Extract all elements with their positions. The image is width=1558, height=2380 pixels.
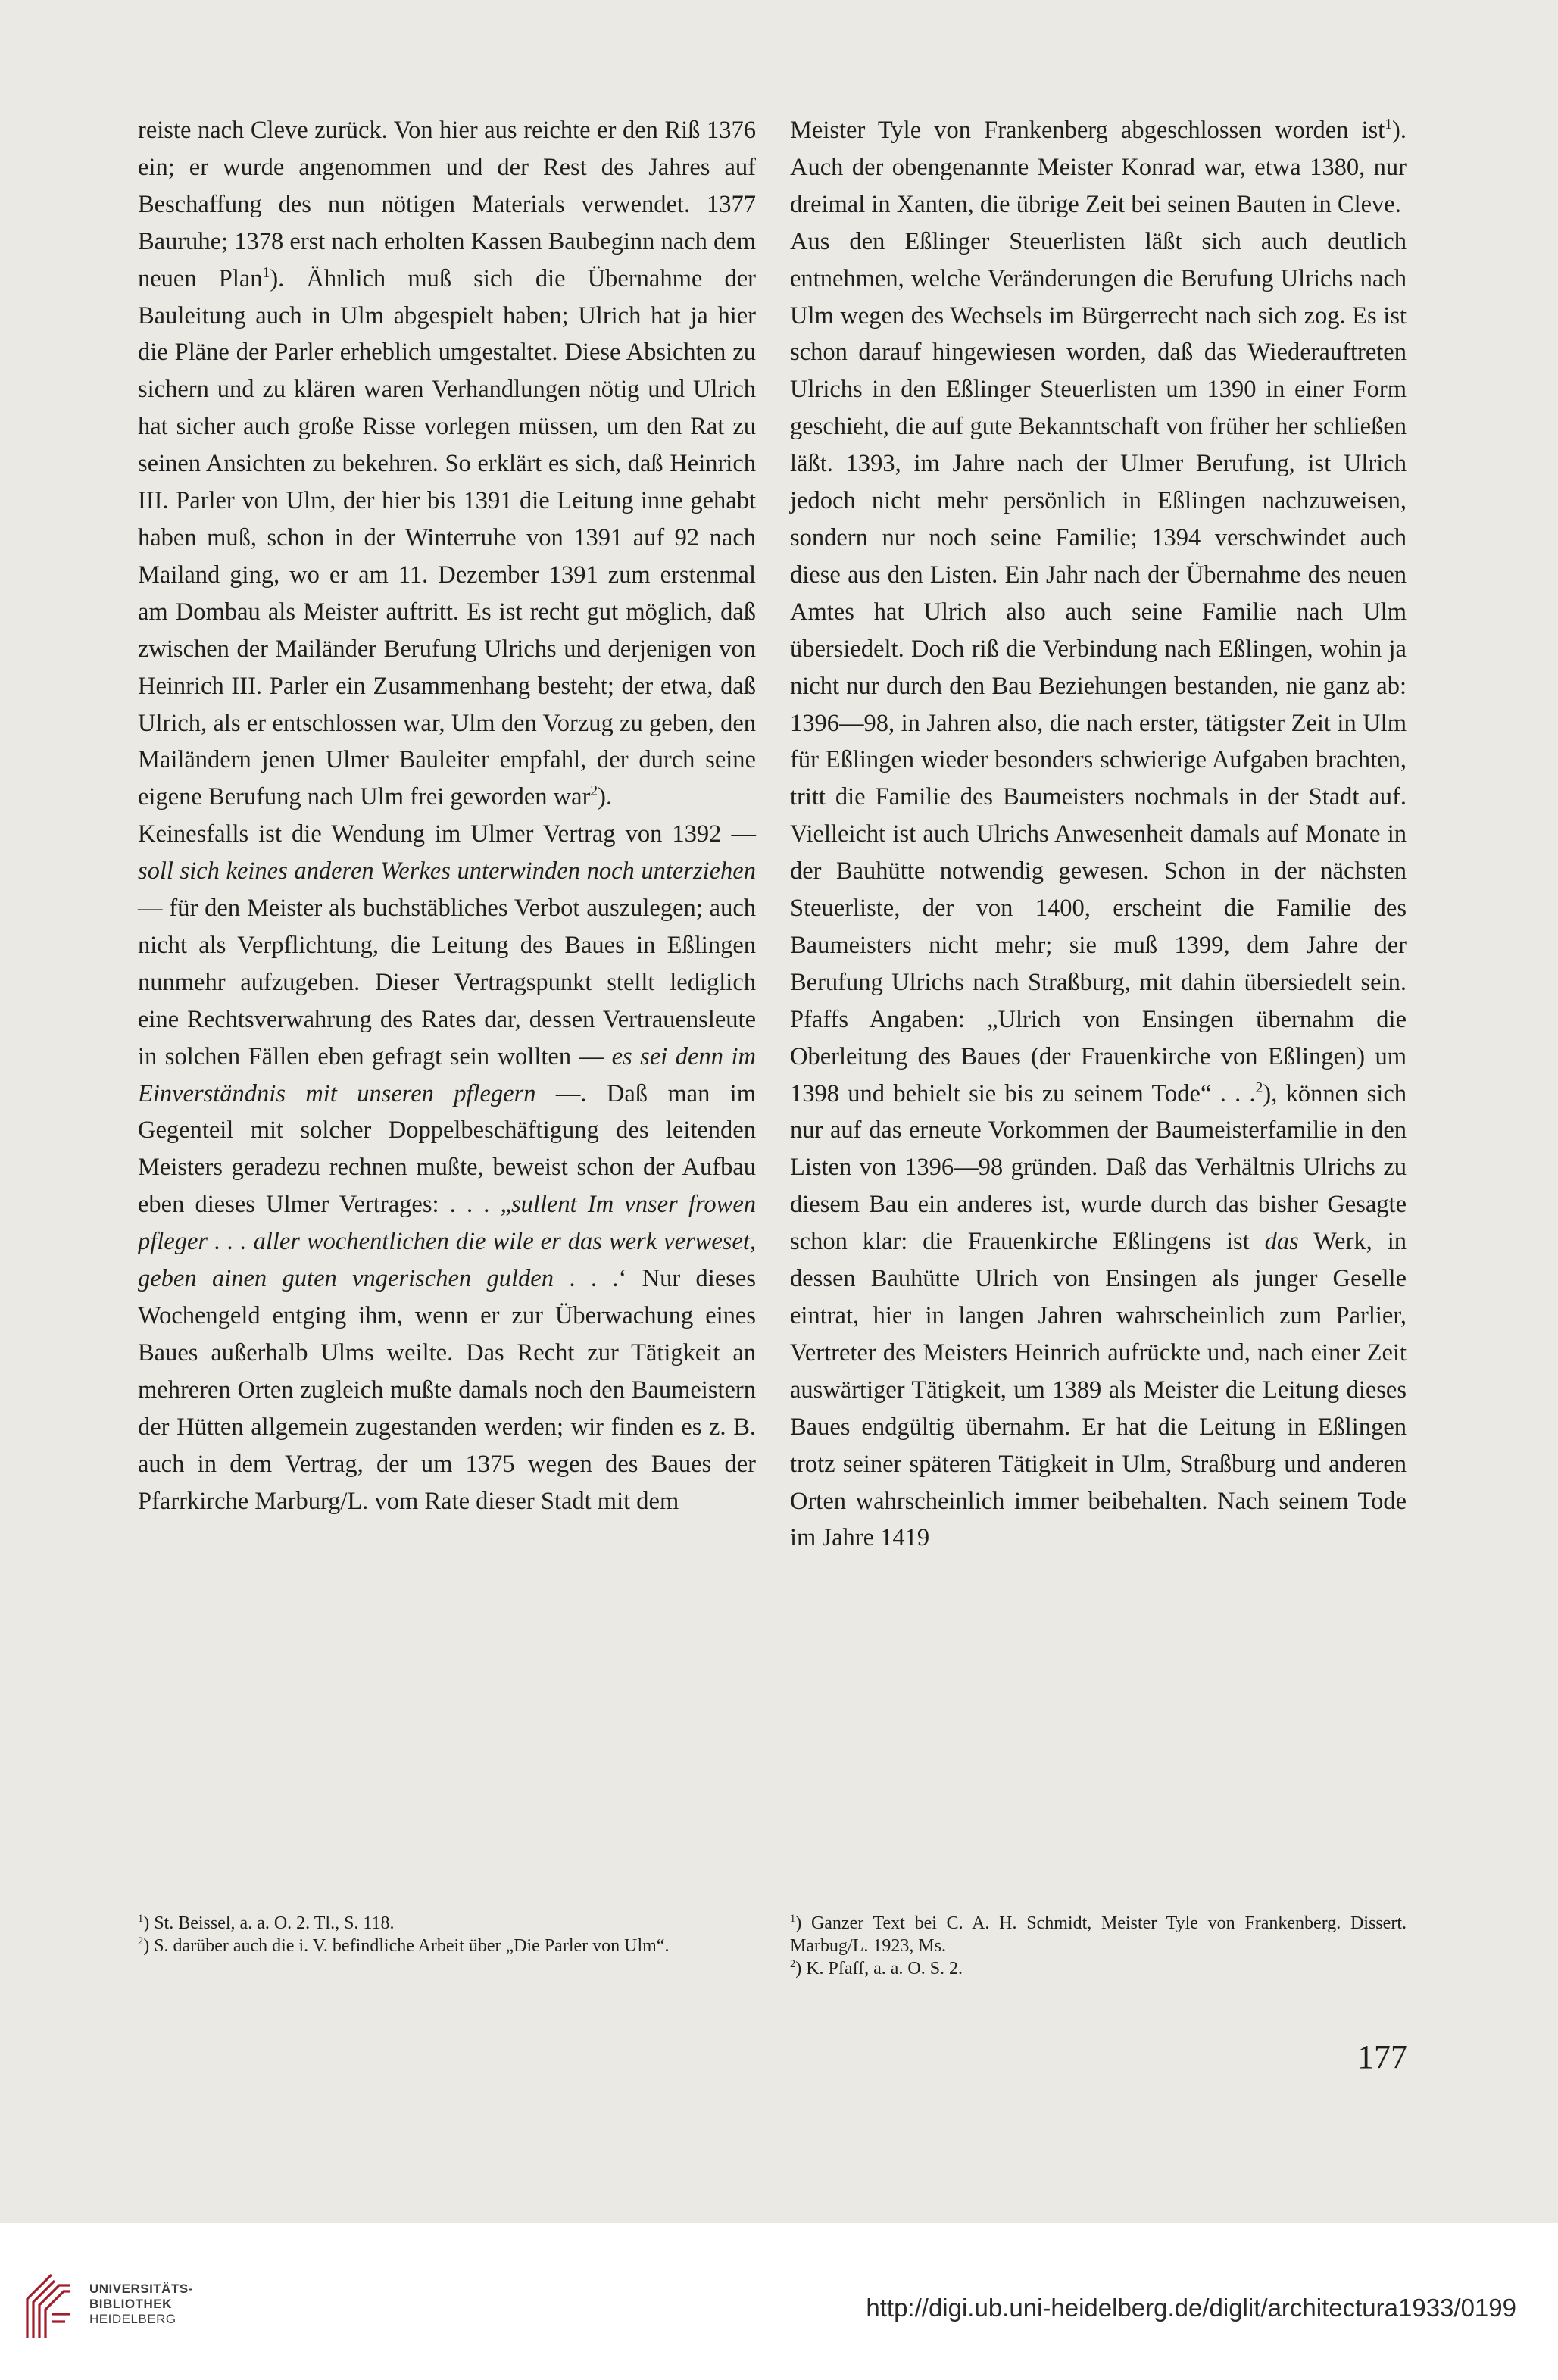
text-run: — für den Meister als buchstäbliches Verbot auszulegen; auch nicht als Verpflichtung, die Leitung des Baues in Eßlingen nunmehr aufzugeben. Dieser Vertragspunkt stellt lediglich eine Rechtsverwahrung des Rates dar, dessen Vertrauensleute in solchen Fällen eben gefragt sein wollten — (138, 895, 756, 1070)
text-run: Aus den Eßlinger Steuerlisten läßt sich auch deutlich entnehmen, welche Veränderungen die Berufung Ulrichs nach Ulm wegen des Wechsels im Bürgerrecht nach sich zog. Es ist schon darauf hingewiesen worden, daß das Wiederauftreten Ulrichs in den Eßlinger Steuerlisten um 1390 in einer Form geschieht, die auf gute Bekanntschaft von früher her schließen läßt. 1393, im Jahre nach der Ulmer Berufung, ist Ulrich jedoch nicht mehr persönlich in Eßlingen nachzuweisen, sondern nur noch seine Familie; 1394 verschwindet auch diese aus den Listen. Ein Jahr nach der Übernahme des neuen Amtes hat Ulrich also auch seine Familie nach Ulm übersiedelt. Doch riß die Verbindung nach Eßlingen, wohin ja nicht nur durch den Bau Beziehungen bestanden, nie ganz ab: 1396—98, in Jahren also, die nach erster, tätigster Zeit in Ulm für Eßlingen wieder besonders schwierige Aufgaben brachten, tritt die Familie des Baumeisters nochmals in der Stadt auf. Vielleicht ist auch Ulrichs Anwesenheit damals auf Monate in der Bauhütte notwendig gewesen. Schon in der nächsten Steuerliste, der von 1400, erscheint die Familie des Baumeisters nicht mehr; sie muß 1399, dem Jahre der Berufung Ulrichs nach Straßburg, mit dahin übersiedelt sein. Pfaffs Angaben: „Ulrich von Ensingen übernahm die Oberleitung des Baues (der Frauenkirche von Eßlingen) um 1398 und behielt sie bis zu seinem Tode“ . . . (790, 227, 1407, 1107)
footnote-text: ) Ganzer Text bei C. A. H. Schmidt, Meister Tyle von Frankenberg. Dissert. Marbug/L. 1923, Ms. (790, 1913, 1407, 1956)
footnote-mark: 1 (790, 1913, 796, 1925)
text-run: Werk, in dessen Bauhütte Ulrich von Ensingen als junger Geselle eintrat, hier in langen Jahren wahrscheinlich zum Parlier, Vertreter des Meisters Heinrich aufrückte und, nach einer Zeit auswärtiger Tätigkeit, um 1389 als Meister die Leitung dieses Baues endgültig übernahm. Er hat die Leitung in Eßlingen trotz seiner späteren Tätigkeit in Ulm, Straßburg und anderen Orten wahrscheinlich immer beibehalten. Nach seinem Tode im Jahre 1419 (790, 1228, 1407, 1552)
footnote-mark: 2 (138, 1935, 144, 1947)
right-text-column (790, 112, 1407, 1557)
footnote-text: ) S. darüber auch die i. V. befindliche Arbeit über „Die Parler von Ulm“. (143, 1936, 670, 1956)
text-run: ). Ähnlich muß sich die Übernahme der Bauleitung auch in Ulm abgespielt haben; Ulrich hat ja hier die Pläne der Parler erheblich umgestaltet. Diese Absichten zu sichern und zu klären waren Verhandlungen nötig und Ulrich hat sicher auch große Risse vorlegen müssen, um den Rat zu seinen Ansichten zu bekehren. So erklärt es sich, daß Heinrich III. Parler von Ulm, der hier bis 1391 die Leitung inne gehabt haben muß, schon in der Winterruhe von 1391 auf 92 nach Mailand ging, wo er am 11. Dezember 1391 zum erstenmal am Dombau als Meister auftritt. Es ist recht gut möglich, daß zwischen der Mailänder Berufung Ulrichs und derjenigen von Heinrich III. Parler ein Zusammenhang besteht; der etwa, daß Ulrich, als er entschlossen war, Ulm den Vorzug zu geben, den Mailändern jenen Ulmer Bauleiter empfahl, der durch seine eigene Berufung nach Ulm frei geworden war (138, 264, 756, 811)
italic-quote: sullent Im vnser frowen pfleger . . . aller wochentlichen die wile er das werk verweset, geben ainen guten vngerischen gulden (138, 1191, 756, 1293)
source-url-link[interactable]: http://digi.ub.uni-heidelberg.de/diglit/architectura1933/0199 (866, 2294, 1516, 2322)
left-paragraph-1 (138, 112, 756, 816)
text-run: ), können sich nur auf das erneute Vorkommen der Baumeisterfamilie in den Listen von 1396—98 gründen. Daß das Verhältnis Ulrichs zu diesem Bau ein anderes ist, wurde durch das bisher Gesagte schon klar: die Frauenkirche Eßlingens ist (790, 1079, 1407, 1256)
text-run: Meister Tyle von Frankenberg abgeschlossen worden ist (790, 117, 1385, 144)
library-name-line: UNIVERSITÄTS- (89, 2282, 193, 2296)
italic-word: das (1264, 1228, 1299, 1256)
footnote-ref-2: 2 (590, 783, 598, 800)
left-footnotes (138, 1912, 756, 1957)
text-run: ). Auch der obengenannte Meister Konrad war, etwa 1380, nur dreimal in Xanten, die übrige Zeit bei seinen Bauten in Cleve. (790, 117, 1407, 218)
footnote-ref-1: 1 (262, 264, 270, 281)
right-footnotes (790, 1912, 1407, 1980)
footnote-ref-2: 2 (1255, 1079, 1263, 1096)
footnote-text: ) St. Beissel, a. a. O. 2. Tl., S. 118. (143, 1913, 395, 1933)
left-paragraph-2 (138, 816, 756, 1520)
library-name-line: HEIDELBERG (89, 2312, 176, 2326)
text-run: . . .‘ Nur dieses Wochengeld entging ihm, wenn er zur Überwachung eines Baues außerhalb Ulms weilte. Das Recht zur Tätigkeit an mehreren Orten zugleich mußte damals noch den Baumeistern der Hütten allgemein zugestanden werden; wir finden es z. B. auch in dem Vertrag, der um 1375 wegen des Baues der Pfarrkirche Marburg/L. vom Rate dieser Stadt mit dem (138, 1265, 756, 1515)
footnote (138, 1912, 756, 1935)
text-run: ). (598, 783, 613, 811)
page-number: 177 (1357, 2038, 1407, 2075)
italic-quote: es sei denn im Einverständnis mit unseren pflegern (138, 1042, 756, 1107)
footnote-text: ) K. Pfaff, a. a. O. S. 2. (795, 1959, 963, 1979)
footnote-mark: 2 (790, 1958, 796, 1970)
text-run: —. Daß man im Gegenteil mit solcher Doppelbeschäftigung des leitenden Meisters geradezu rechnen mußte, beweist schon der Aufbau eben dieses Ulmer Vertrages: . . . „ (138, 1079, 756, 1219)
ub-heidelberg-logo-icon (21, 2269, 74, 2341)
library-name (89, 2282, 193, 2327)
text-run: reiste nach Cleve zurück. Von hier aus reichte er den Riß 1376 ein; er wurde angenommen und der Rest des Jahres auf Beschaffung des nun nötigen Materials verwendet. 1377 Bauruhe; 1378 erst nach erholten Kassen Baubeginn nach dem neuen Plan (138, 117, 756, 292)
italic-quote: soll sich keines anderen Werkes unterwinden noch unterziehen (138, 857, 756, 885)
footnote (138, 1935, 756, 1957)
footnote (790, 1912, 1407, 1957)
footnote-ref-1: 1 (1385, 117, 1393, 133)
text-run: Keinesfalls ist die Wendung im Ulmer Vertrag von 1392 — (138, 820, 756, 848)
footnote (790, 1957, 1407, 1980)
right-paragraph-1 (790, 112, 1407, 223)
footnote-mark: 1 (138, 1913, 144, 1925)
left-text-column (138, 112, 756, 1520)
right-paragraph-2 (790, 223, 1407, 1557)
library-name-line: BIBLIOTHEK (89, 2297, 172, 2311)
